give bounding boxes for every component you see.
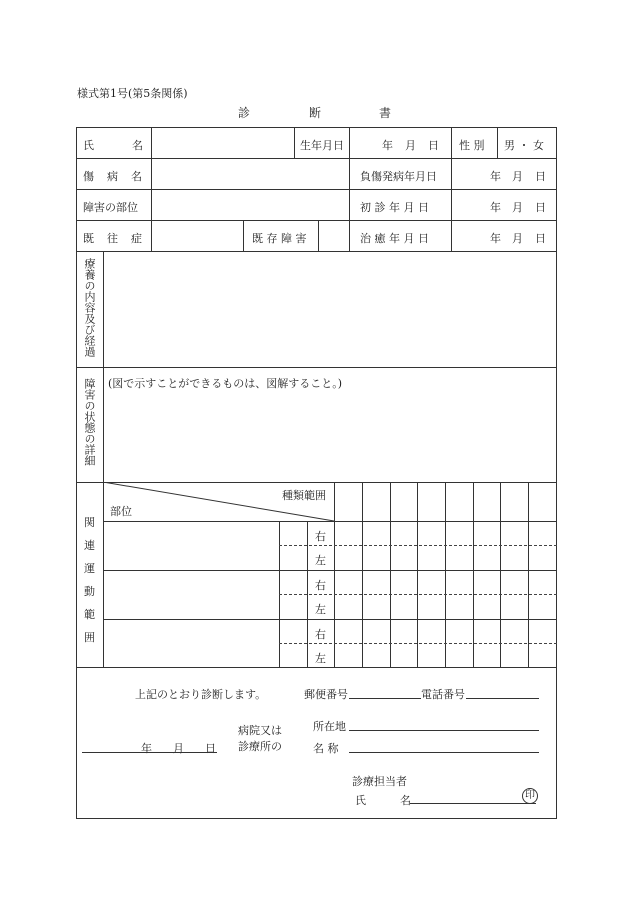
onset-day: 日 [535,170,546,183]
title-char-3: 書 [379,106,392,120]
rom-label-6: 囲 [84,631,95,644]
sex-label: 性 別 [459,139,485,152]
detail-label: 障害の状態の詳細 [83,378,96,466]
rom-dash-1 [279,545,557,546]
rom-left-3: 左 [315,652,326,665]
label-col-line [103,251,104,668]
rom-v-473 [473,482,474,668]
footer-date-month: 月 [173,742,184,755]
rom-left-2: 左 [315,603,326,616]
r1-v2 [294,127,295,159]
r1-v5 [497,127,498,159]
birthdate-day: 日 [428,139,439,152]
doctor-name-underline[interactable] [410,803,536,804]
name-label-2: 名 [132,139,143,152]
rom-left-1: 左 [315,554,326,567]
rom-h-570 [103,570,557,571]
footer-date-year: 年 [141,742,152,755]
hospital-line-2: 診療所の [238,740,282,753]
cure-day: 日 [535,232,546,245]
history-field[interactable] [152,221,242,251]
form-number: 様式第1号(第5条関係) [77,87,188,100]
border-top [76,127,557,128]
onset-month: 月 [512,170,523,183]
rom-v-500 [500,482,501,668]
doctor-label: 診療担当者 [352,775,407,788]
disease-label-2: 病 [107,170,118,183]
phone-underline[interactable] [466,698,539,699]
rom-v-362 [362,482,363,668]
doctor-name-label-2: 名 [400,794,411,807]
history-label-2: 往 [107,232,118,245]
r1-v3 [349,127,350,159]
name-field[interactable] [150,128,293,158]
rom-right-2: 右 [315,579,326,592]
border-right [556,127,557,819]
border-left [76,127,77,819]
row-sep-5 [76,367,557,368]
rom-label-2: 連 [84,539,95,552]
address-label: 所在地 [313,720,346,733]
doctor-name-label-1: 氏 [355,794,366,807]
rom-right-3: 右 [315,628,326,641]
postal-underline[interactable] [349,698,421,699]
birthdate-label: 生年月日 [300,139,344,152]
first-visit-year: 年 [490,201,501,214]
border-bottom [76,818,557,819]
history-label-3: 症 [131,232,142,245]
cure-year: 年 [490,232,501,245]
first-visit-month: 月 [512,201,523,214]
r4-v1 [243,220,244,252]
birthdate-year: 年 [382,139,393,152]
treatment-field[interactable] [105,253,555,366]
rom-dash-2 [279,594,557,595]
cure-label: 治 癒 年 月 日 [360,232,429,245]
seal-mark: 印 [522,788,538,804]
institution-name-underline[interactable] [349,752,539,753]
address-underline[interactable] [349,730,539,731]
rom-label-1: 関 [84,516,95,529]
rom-right-1: 右 [315,530,326,543]
rom-label-5: 範 [84,608,95,621]
sex-value[interactable]: 男 ・ 女 [504,139,544,152]
r24-v2 [349,158,350,252]
onset-year: 年 [490,170,501,183]
rom-dash-3 [279,643,557,644]
cure-month: 月 [512,232,523,245]
first-visit-label: 初 診 年 月 日 [360,201,429,214]
phone-label: 電話番号 [421,688,465,701]
first-visit-day: 日 [535,201,546,214]
row-sep-4 [76,251,557,252]
title-char-2: 断 [309,106,322,120]
detail-note: (図で示すことができるものは、図解すること。) [108,377,343,390]
row-sep-3 [76,220,557,221]
treatment-label: 療養の内容及び経過 [83,258,96,357]
row-sep-7 [76,667,557,668]
name-of-institution-label: 名 称 [313,742,339,755]
existing-disability-label: 既 存 障 害 [252,232,307,245]
rom-part-label: 部位 [110,505,132,518]
title-char-1: 診 [238,106,251,120]
rom-v-445 [445,482,446,668]
rom-h-619 [103,619,557,620]
r4-v2 [318,220,319,252]
rom-label-4: 動 [84,585,95,598]
hospital-line-1: 病院又は [238,724,282,737]
rom-v-390 [390,482,391,668]
postal-label: 郵便番号 [304,688,348,701]
footer-date-underline[interactable] [82,752,217,753]
statement: 上記のとおり診断します。 [135,688,267,701]
r24-v3 [451,158,452,252]
rom-v-528 [528,482,529,668]
footer-date-day: 日 [205,742,216,755]
r1-v4 [451,127,452,159]
rom-label-3: 運 [84,562,95,575]
name-label-1: 氏 [83,139,94,152]
disease-label-1: 傷 [83,170,94,183]
disease-label-3: 名 [131,170,142,183]
history-label-1: 既 [83,232,94,245]
rom-type-range-label: 種類範囲 [282,489,326,502]
disability-site-field[interactable] [152,190,348,220]
birthdate-month: 月 [405,139,416,152]
disability-site-label: 障害の部位 [83,201,138,214]
rom-v-417 [417,482,418,668]
disease-field[interactable] [152,159,348,189]
onset-label: 負傷発病年月日 [360,170,437,183]
